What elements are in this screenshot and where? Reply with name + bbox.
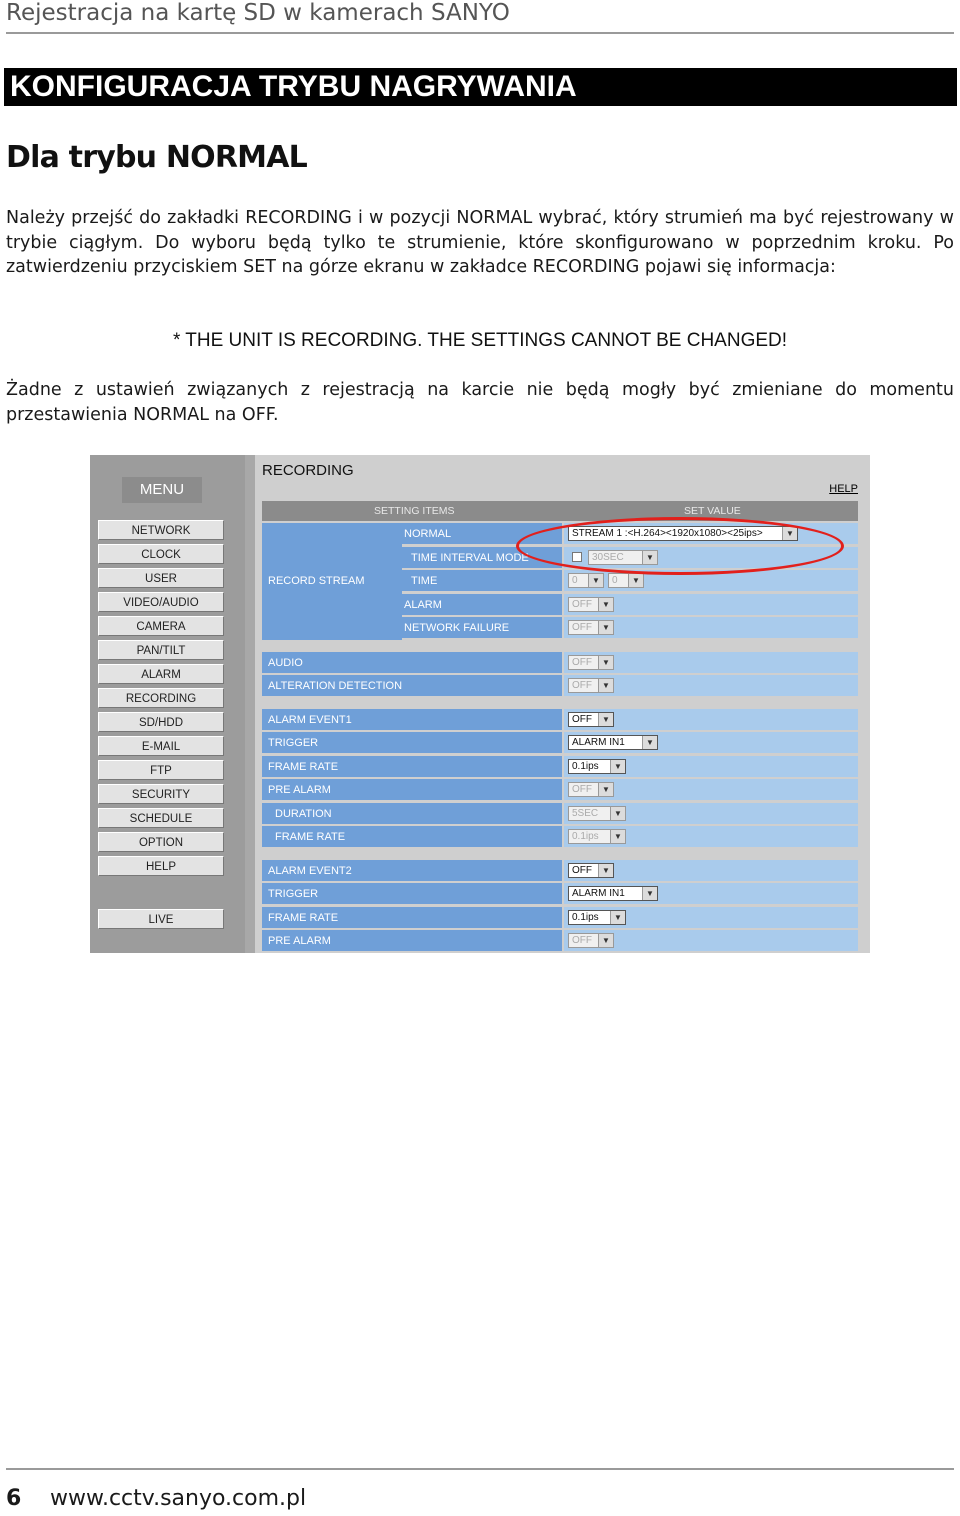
setting-items-header: SETTING ITEMS	[374, 505, 455, 517]
section-title: KONFIGURACJA TRYBU NAGRYWANIA	[10, 70, 577, 103]
chevron-down-icon: ▼	[598, 656, 613, 669]
row-alarm	[262, 594, 858, 615]
camera-menu-sidebar	[90, 455, 245, 953]
normal-stream-select[interactable]: STREAM 1 :<H.264><1920x1080><25ips> ▼	[568, 526, 798, 541]
chevron-down-icon: ▼	[598, 621, 613, 634]
chevron-down-icon: ▼	[610, 911, 625, 924]
chevron-down-icon: ▼	[598, 679, 613, 692]
menu-sd-hdd-button[interactable]: SD/HDD	[98, 712, 224, 732]
menu-live-button[interactable]: LIVE	[98, 909, 224, 929]
label-time-interval: TIME INTERVAL MODE	[411, 552, 529, 564]
row-alarm-event2	[262, 860, 858, 881]
warning-paragraph: Żadne z ustawień związanych z rejestracją na karcie nie będą mogły być zmieniane do momentu przestawienia NORMAL na OFF.	[6, 380, 954, 425]
alarm-event1-select[interactable]: OFF ▼	[568, 712, 614, 727]
menu-help-button[interactable]: HELP	[98, 856, 224, 876]
menu-ftp-button[interactable]: FTP	[98, 760, 224, 780]
trigger1-select[interactable]: ALARM IN1 ▼	[568, 735, 658, 750]
label-time: TIME	[411, 575, 438, 587]
camera-ui-screenshot	[90, 455, 870, 953]
menu-schedule-button[interactable]: SCHEDULE	[98, 808, 224, 828]
chevron-down-icon: ▼	[598, 864, 613, 877]
row-alteration	[262, 675, 858, 696]
row-trigger1	[262, 732, 858, 753]
label-trigger1: TRIGGER	[268, 737, 319, 749]
label-duration1: DURATION	[275, 808, 332, 820]
trigger2-select[interactable]: ALARM IN1 ▼	[568, 886, 658, 901]
menu-email-button[interactable]: E-MAIL	[98, 736, 224, 756]
section-title-bar	[4, 68, 957, 106]
menu-option-button[interactable]: OPTION	[98, 832, 224, 852]
settings-table-header	[262, 501, 858, 521]
menu-title: MENU	[122, 477, 202, 503]
row-pre-alarm1	[262, 779, 858, 800]
chevron-down-icon: ▼	[598, 934, 613, 947]
pre-alarm1-select[interactable]: OFF ▼	[568, 782, 614, 797]
chevron-down-icon: ▼	[610, 807, 625, 820]
menu-alarm-button[interactable]: ALARM	[98, 664, 224, 684]
alarm-select[interactable]: OFF ▼	[568, 597, 614, 612]
subsection-title: Dla trybu NORMAL	[6, 140, 307, 175]
label-audio: AUDIO	[268, 657, 303, 669]
frame-rate2-select[interactable]: 0.1ips ▼	[568, 910, 626, 925]
row-alarm-event1	[262, 709, 858, 730]
label-pre-alarm1: PRE ALARM	[268, 784, 331, 796]
alarm-event2-select[interactable]: OFF ▼	[568, 863, 614, 878]
menu-camera-button[interactable]: CAMERA	[98, 616, 224, 636]
row-trigger2	[262, 883, 858, 904]
label-trigger2: TRIGGER	[268, 888, 319, 900]
label-alarm-event2: ALARM EVENT2	[268, 865, 352, 877]
chevron-down-icon: ▼	[610, 830, 625, 843]
label-frame-rate1: FRAME RATE	[268, 761, 339, 773]
chevron-down-icon: ▼	[598, 713, 613, 726]
row-frame-rate1b	[262, 826, 858, 847]
duration1-select[interactable]: 5SEC ▼	[568, 806, 626, 821]
label-alarm-event1: ALARM EVENT1	[268, 714, 352, 726]
page-number: 6	[6, 1486, 22, 1511]
row-network-failure	[262, 617, 858, 638]
menu-video-audio-button[interactable]: VIDEO/AUDIO	[98, 592, 224, 612]
chevron-down-icon: ▼	[628, 574, 643, 587]
recording-notice: * THE UNIT IS RECORDING. THE SETTINGS CANNOT BE CHANGED!	[172, 330, 788, 351]
row-frame-rate2	[262, 907, 858, 928]
time-interval-select[interactable]: 30SEC ▼	[588, 550, 658, 565]
label-pre-alarm2: PRE ALARM	[268, 935, 331, 947]
alteration-select[interactable]: OFF ▼	[568, 678, 614, 693]
row-time	[262, 570, 858, 591]
help-link[interactable]: HELP	[829, 483, 858, 495]
network-failure-select[interactable]: OFF ▼	[568, 620, 614, 635]
chevron-down-icon: ▼	[642, 736, 657, 749]
row-duration1	[262, 803, 858, 824]
menu-recording-button[interactable]: RECORDING	[98, 688, 224, 708]
set-value-header: SET VALUE	[684, 505, 741, 517]
footer-url: www.cctv.sanyo.com.pl	[50, 1486, 307, 1511]
chevron-down-icon: ▼	[610, 760, 625, 773]
recording-panel-title: RECORDING	[262, 462, 354, 479]
menu-user-button[interactable]: USER	[98, 568, 224, 588]
chevron-down-icon: ▼	[598, 783, 613, 796]
chevron-down-icon: ▼	[642, 887, 657, 900]
highlight-ellipse	[516, 517, 844, 575]
chevron-down-icon: ▼	[588, 574, 603, 587]
label-normal: NORMAL	[404, 528, 452, 540]
label-alteration: ALTERATION DETECTION	[268, 680, 403, 692]
time-hour-select[interactable]: 0 ▼	[568, 573, 604, 588]
pre-alarm2-select[interactable]: OFF ▼	[568, 933, 614, 948]
menu-clock-button[interactable]: CLOCK	[98, 544, 224, 564]
menu-network-button[interactable]: NETWORK	[98, 520, 224, 540]
frame-rate1-select[interactable]: 0.1ips ▼	[568, 759, 626, 774]
footer-divider	[6, 1468, 954, 1470]
row-frame-rate1	[262, 756, 858, 777]
time-minute-select[interactable]: 0 ▼	[608, 573, 644, 588]
label-network-failure: NETWORK FAILURE	[404, 622, 510, 634]
chevron-down-icon: ▼	[642, 551, 657, 564]
menu-pan-tilt-button[interactable]: PAN/TILT	[98, 640, 224, 660]
header-divider	[6, 32, 954, 34]
label-frame-rate2: FRAME RATE	[268, 912, 339, 924]
page-header-title: Rejestracja na kartę SD w kamerach SANYO	[6, 0, 510, 26]
label-frame-rate1b: FRAME RATE	[275, 831, 346, 843]
intro-paragraph: Należy przejść do zakładki RECORDING i w pozycji NORMAL wybrać, który strumień ma być rejestrowany w trybie ciągłym. Do wyboru będą tylko te strumienie, które skonfigurowano w poprzednim kroku. Po zatwierdzeniu przyciskiem SET na górze ekranu w zakładce RECORDING pojawi się informacja:	[6, 208, 954, 277]
frame-rate1b-select[interactable]: 0.1ips ▼	[568, 829, 626, 844]
menu-security-button[interactable]: SECURITY	[98, 784, 224, 804]
label-alarm: ALARM	[404, 599, 442, 611]
chevron-down-icon: ▼	[598, 598, 613, 611]
row-audio	[262, 652, 858, 673]
record-stream-group-label: RECORD STREAM	[262, 523, 402, 640]
audio-select[interactable]: OFF ▼	[568, 655, 614, 670]
chevron-down-icon: ▼	[782, 527, 797, 540]
row-pre-alarm2	[262, 930, 858, 951]
